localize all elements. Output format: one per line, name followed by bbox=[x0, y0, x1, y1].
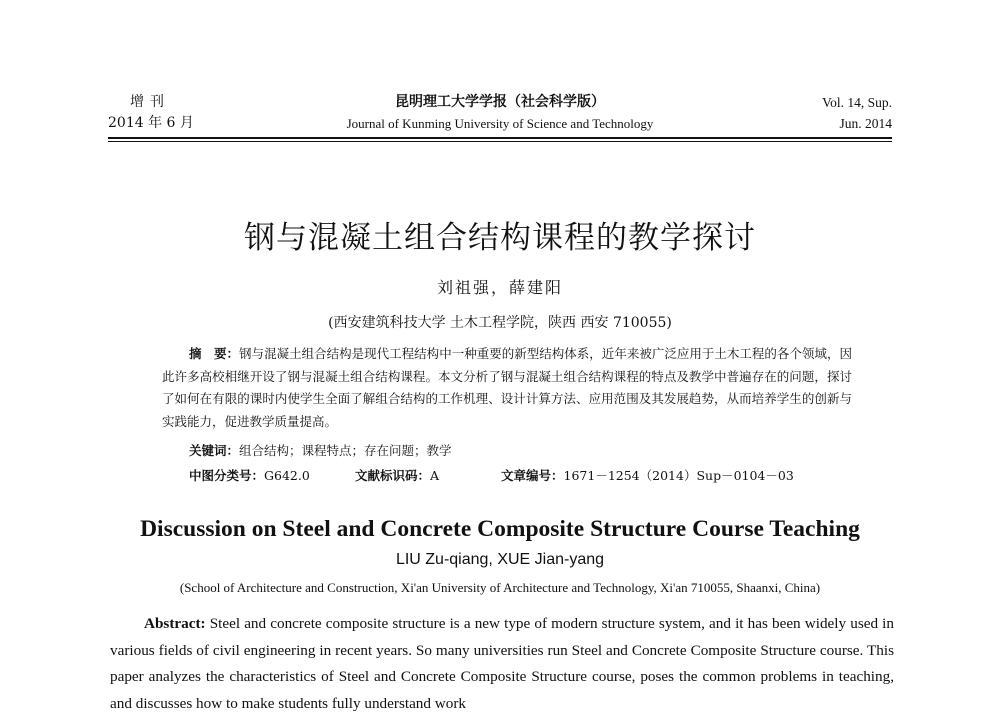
paper-title-en: Discussion on Steel and Concrete Composite Structure Course Teaching bbox=[140, 516, 860, 542]
header-rule-thin bbox=[108, 141, 892, 142]
clc-label: 中图分类号： bbox=[189, 468, 265, 483]
clc-value: G642.0 bbox=[264, 468, 310, 483]
keywords-cn bbox=[189, 441, 452, 459]
abstract-en-label: Abstract: bbox=[144, 615, 206, 632]
article-no-label: 文章编号： bbox=[501, 468, 564, 483]
doc-code-label: 文献标识码： bbox=[355, 468, 431, 483]
affiliation-en: (School of Architecture and Construction, Xi'an University of Architecture and Technology, Xi'an 710055, Shaanxi, China) bbox=[179, 580, 821, 595]
abstract-cn bbox=[162, 343, 852, 433]
volume-info: Vol. 14, Sup. bbox=[822, 95, 892, 110]
header-rule-thick bbox=[108, 137, 892, 139]
issue-label: 增刊 bbox=[130, 94, 170, 110]
running-header bbox=[108, 92, 892, 136]
header-center bbox=[108, 92, 892, 134]
abstract-en bbox=[110, 611, 894, 717]
issue-date: 2014 年 6 月 bbox=[108, 115, 194, 131]
month-year: Jun. 2014 bbox=[839, 116, 892, 131]
paper-title-cn: 钢与混凝土组合结构课程的教学探讨 bbox=[244, 220, 756, 256]
article-no-value: 1671－1254（2014）Sup－0104－03 bbox=[563, 468, 794, 483]
keywords-cn-label: 关键词： bbox=[189, 443, 240, 458]
journal-name-cn: 昆明理工大学学报（社会科学版） bbox=[395, 94, 605, 110]
header-right bbox=[822, 92, 892, 134]
keywords-cn-text: 组合结构；课程特点；存在问题；教学 bbox=[239, 443, 452, 458]
authors-cn: 刘祖强，薛建阳 bbox=[436, 278, 563, 297]
authors-en: LIU Zu-qiang, XUE Jian-yang bbox=[395, 551, 605, 568]
abstract-cn-label: 摘 要： bbox=[189, 346, 240, 361]
classification-line bbox=[189, 466, 829, 484]
abstract-en-text: Steel and concrete composite structure is a new type of modern structure system, and it has been widely used in various fields of civil engineering in recent years. So many universities run Steel and Concrete Composite Structure course. This paper analyzes the characteristics of Steel and Concrete Composite Structure course, poses the common problems in teaching, and discusses how to make students fully understand work bbox=[110, 615, 894, 712]
affiliation-cn: (西安建筑科技大学 土木工程学院，陕西 西安 710055) bbox=[328, 315, 672, 331]
abstract-cn-text: 钢与混凝土组合结构是现代工程结构中一种重要的新型结构体系，近年来被广泛应用于土木工程的各个领域，因此许多高校相继开设了钢与混凝土组合结构课程。本文分析了钢与混凝土组合结构课程的特点及教学中普遍存在的问题，探讨了如何在有限的课时内使学生全面了解组合结构的工作机理、设计计算方法、应用范围及其发展趋势，从而培养学生的创新与实践能力，促进教学质量提高。 bbox=[162, 346, 852, 429]
doc-code-value: A bbox=[430, 468, 440, 483]
journal-name-en: Journal of Kunming University of Science and Technology bbox=[346, 116, 654, 131]
